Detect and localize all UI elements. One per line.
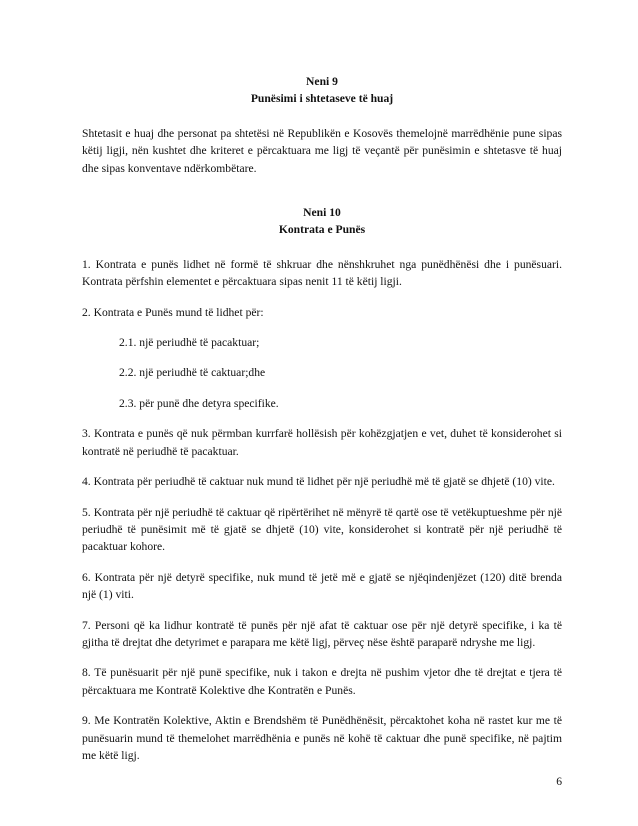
sub-item-2-3: 2.3. për punë dhe detyra specifike. <box>119 396 279 410</box>
article-10-paragraph-5: 5. Kontrata për një periudhë të caktuar që ripërtërihet në mënyrë të qartë ose të vetëkuptueshme për një periudhë të punësimit më të gjatë se dhjetë (10) vite, konsiderohet si kontratë për një periudhë të pacaktuar kohore. <box>82 505 562 554</box>
sub-item-2-1: 2.1. një periudhë të pacaktuar; <box>119 336 260 350</box>
article-10-number: Neni 10 <box>303 206 341 220</box>
article-10-paragraph-6: 6. Kontrata për një detyrë specifike, nuk mund të jetë më e gjatë se njëqindenjëzet (120) ditë brenda një (1) viti. <box>82 570 562 602</box>
article-10-paragraph-4: 4. Kontrata për periudhë të caktuar nuk mund të lidhet për një periudhë më të gjatë se dhjetë (10) vite. <box>82 475 555 489</box>
article-10-paragraph-2: 2. Kontrata e Punës mund të lidhet për: <box>82 305 264 319</box>
article-9-title: Punësimi i shtetaseve të huaj <box>250 92 394 106</box>
article-10-paragraph-8: 8. Të punësuarit për një punë specifike, nuk i takon e drejta në pushim vjetor dhe të drejtat e tjera të përcaktuara me Kontratë Kolektive dhe Kontratën e Punës. <box>82 666 562 697</box>
article-9-body: Shtetasit e huaj dhe personat pa shtetësi në Republikën e Kosovës themelojnë marrëdhënie pune sipas këtij ligji, nën kushtet dhe kriteret e përcaktuara me ligj të veçantë për punësimin e shtetasve të huaj dhe sipas konventave ndërkombëtare. <box>82 126 562 175</box>
article-10-paragraph-3: 3. Kontrata e punës që nuk përmban kurrfarë hollësish për kohëzgjatjen e vet, duhet të konsiderohet si kontratë në periudhë të pacaktuar. <box>82 427 562 458</box>
sub-item-2-2: 2.2. një periudhë të caktuar;dhe <box>119 366 266 380</box>
document-page <box>82 73 562 764</box>
article-10-paragraph-7: 7. Personi që ka lidhur kontratë të punës për një afat të caktuar ose për një detyrë specifike, i ka të gjitha të drejtat dhe detyrimet e parapara me këtë ligj, përveç nëse është paraparë ndryshe me ligj. <box>82 618 562 649</box>
article-9-number: Neni 9 <box>306 75 338 88</box>
sub-list <box>82 334 562 412</box>
article-10-title: Kontrata e Punës <box>278 223 366 237</box>
article-10-paragraph-1: 1. Kontrata e punës lidhet në formë të shkruar dhe nënshkruhet nga punëdhënësi dhe i punësuari. Kontrata përfshin elementet e përcaktuara sipas nenit 11 të këtij ligji. <box>82 257 562 289</box>
page-number: 6 <box>556 775 562 788</box>
article-10-paragraph-9: 9. Me Kontratën Kolektive, Aktin e Brendshëm të Punëdhënësit, përcaktohet koha në rastet kur me të punësuarin mund të themelohet marrëdhënia e punës në kohë të caktuar dhe punë specifike, në pajtim me këtë ligj. <box>82 714 562 762</box>
